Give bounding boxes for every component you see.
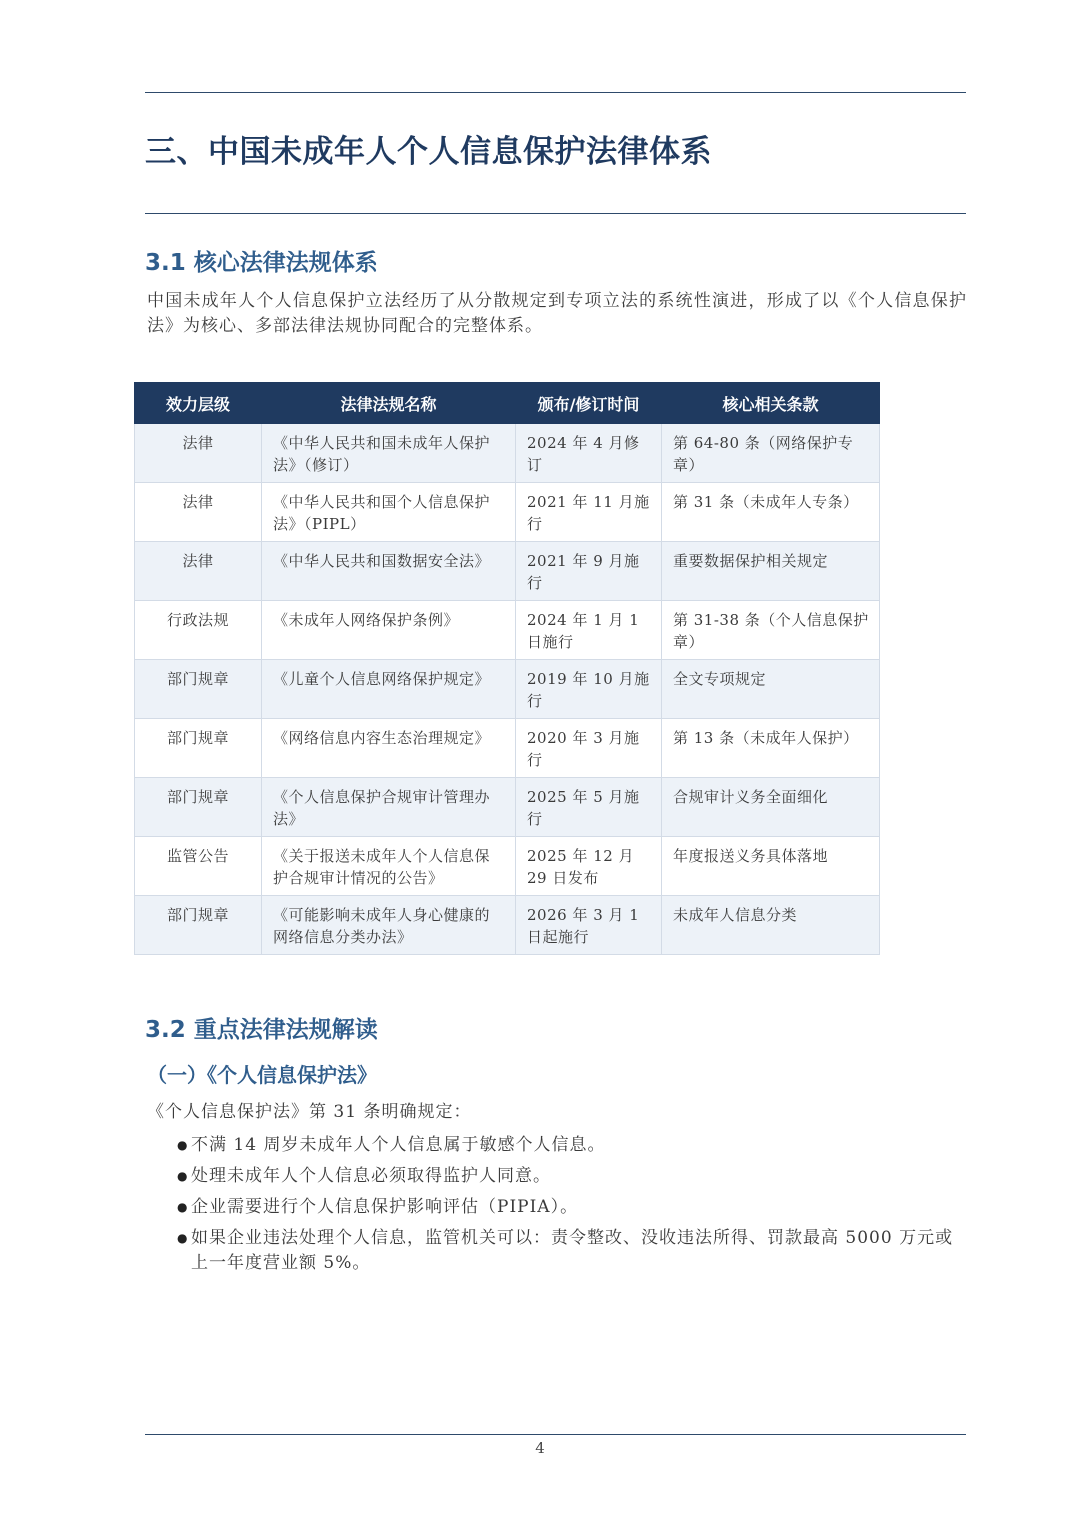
cell-name: 《可能影响未成年人身心健康的网络信息分类办法》 bbox=[262, 896, 516, 955]
bullet-text: 如果企业违法处理个人信息，监管机关可以：责令整改、没收违法所得、罚款最高 5000 万元或上一年度营业额 5%。 bbox=[191, 1228, 954, 1273]
cell-clause: 第 31-38 条（个人信息保护章） bbox=[662, 601, 880, 660]
bullet-text: 处理未成年人个人信息必须取得监护人同意。 bbox=[191, 1166, 551, 1186]
section-heading-3-2: 3.2 重点法律法规解读 bbox=[145, 1017, 378, 1043]
cell-level: 部门规章 bbox=[135, 896, 262, 955]
cell-date: 2024 年 4 月修订 bbox=[516, 424, 662, 483]
table-header-level: 效力层级 bbox=[135, 383, 262, 424]
bullet-text: 企业需要进行个人信息保护影响评估（PIPIA）。 bbox=[191, 1197, 579, 1217]
cell-date: 2021 年 11 月施行 bbox=[516, 483, 662, 542]
cell-clause: 第 64-80 条（网络保护专章） bbox=[662, 424, 880, 483]
table-row bbox=[135, 778, 880, 837]
table-row bbox=[135, 896, 880, 955]
cell-clause: 全文专项规定 bbox=[662, 660, 880, 719]
page-number: 4 bbox=[535, 1439, 545, 1457]
list-item bbox=[177, 1133, 967, 1158]
bullet-icon: ● bbox=[177, 1200, 189, 1214]
cell-date: 2019 年 10 月施行 bbox=[516, 660, 662, 719]
bullet-list bbox=[177, 1133, 967, 1282]
bullet-icon: ● bbox=[177, 1138, 189, 1152]
cell-level: 法律 bbox=[135, 424, 262, 483]
table-row bbox=[135, 837, 880, 896]
title-rule bbox=[145, 213, 966, 214]
bullet-icon: ● bbox=[177, 1231, 189, 1245]
list-item bbox=[177, 1164, 967, 1189]
cell-date: 2021 年 9 月施行 bbox=[516, 542, 662, 601]
cell-level: 行政法规 bbox=[135, 601, 262, 660]
table-row bbox=[135, 542, 880, 601]
table-header-date: 颁布/修订时间 bbox=[516, 383, 662, 424]
page-title: 三、中国未成年人个人信息保护法律体系 bbox=[145, 134, 712, 170]
table-header-clause: 核心相关条款 bbox=[662, 383, 880, 424]
cell-clause: 重要数据保护相关规定 bbox=[662, 542, 880, 601]
cell-name: 《儿童个人信息网络保护规定》 bbox=[262, 660, 516, 719]
cell-date: 2024 年 1 月 1 日施行 bbox=[516, 601, 662, 660]
lead-sentence: 《个人信息保护法》第 31 条明确规定： bbox=[147, 1102, 472, 1122]
cell-date: 2025 年 12 月 29 日发布 bbox=[516, 837, 662, 896]
sub-heading-pipl: （一）《个人信息保护法》 bbox=[147, 1063, 377, 1087]
table-row bbox=[135, 483, 880, 542]
cell-name: 《个人信息保护合规审计管理办法》 bbox=[262, 778, 516, 837]
bullet-icon: ● bbox=[177, 1169, 189, 1183]
cell-level: 部门规章 bbox=[135, 660, 262, 719]
table-row bbox=[135, 424, 880, 483]
cell-date: 2026 年 3 月 1 日起施行 bbox=[516, 896, 662, 955]
cell-name: 《中华人民共和国数据安全法》 bbox=[262, 542, 516, 601]
cell-clause: 合规审计义务全面细化 bbox=[662, 778, 880, 837]
cell-clause: 年度报送义务具体落地 bbox=[662, 837, 880, 896]
list-item bbox=[177, 1195, 967, 1220]
cell-name: 《关于报送未成年人个人信息保护合规审计情况的公告》 bbox=[262, 837, 516, 896]
table-header-name: 法律法规名称 bbox=[262, 383, 516, 424]
table-header-row bbox=[135, 383, 880, 424]
bullet-text: 不满 14 周岁未成年人个人信息属于敏感个人信息。 bbox=[191, 1135, 606, 1155]
header-rule bbox=[145, 92, 966, 93]
law-regulation-table bbox=[134, 382, 880, 955]
cell-level: 部门规章 bbox=[135, 778, 262, 837]
cell-name: 《未成年人网络保护条例》 bbox=[262, 601, 516, 660]
table-row bbox=[135, 719, 880, 778]
footer-rule bbox=[145, 1434, 966, 1435]
cell-name: 《中华人民共和国未成年人保护法》（修订） bbox=[262, 424, 516, 483]
cell-clause: 第 13 条（未成年人保护） bbox=[662, 719, 880, 778]
cell-level: 法律 bbox=[135, 483, 262, 542]
section-intro-paragraph: 中国未成年人个人信息保护立法经历了从分散规定到专项立法的系统性演进，形成了以《个人信息保护法》为核心、多部法律法规协同配合的完整体系。 bbox=[147, 291, 967, 336]
cell-clause: 未成年人信息分类 bbox=[662, 896, 880, 955]
cell-level: 部门规章 bbox=[135, 719, 262, 778]
cell-date: 2020 年 3 月施行 bbox=[516, 719, 662, 778]
table-row bbox=[135, 660, 880, 719]
cell-level: 监管公告 bbox=[135, 837, 262, 896]
section-heading-3-1: 3.1 核心法律法规体系 bbox=[145, 250, 378, 276]
cell-clause: 第 31 条（未成年人专条） bbox=[662, 483, 880, 542]
list-item bbox=[177, 1226, 967, 1276]
cell-date: 2025 年 5 月施行 bbox=[516, 778, 662, 837]
cell-name: 《中华人民共和国个人信息保护法》（PIPL） bbox=[262, 483, 516, 542]
cell-level: 法律 bbox=[135, 542, 262, 601]
cell-name: 《网络信息内容生态治理规定》 bbox=[262, 719, 516, 778]
table-row bbox=[135, 601, 880, 660]
